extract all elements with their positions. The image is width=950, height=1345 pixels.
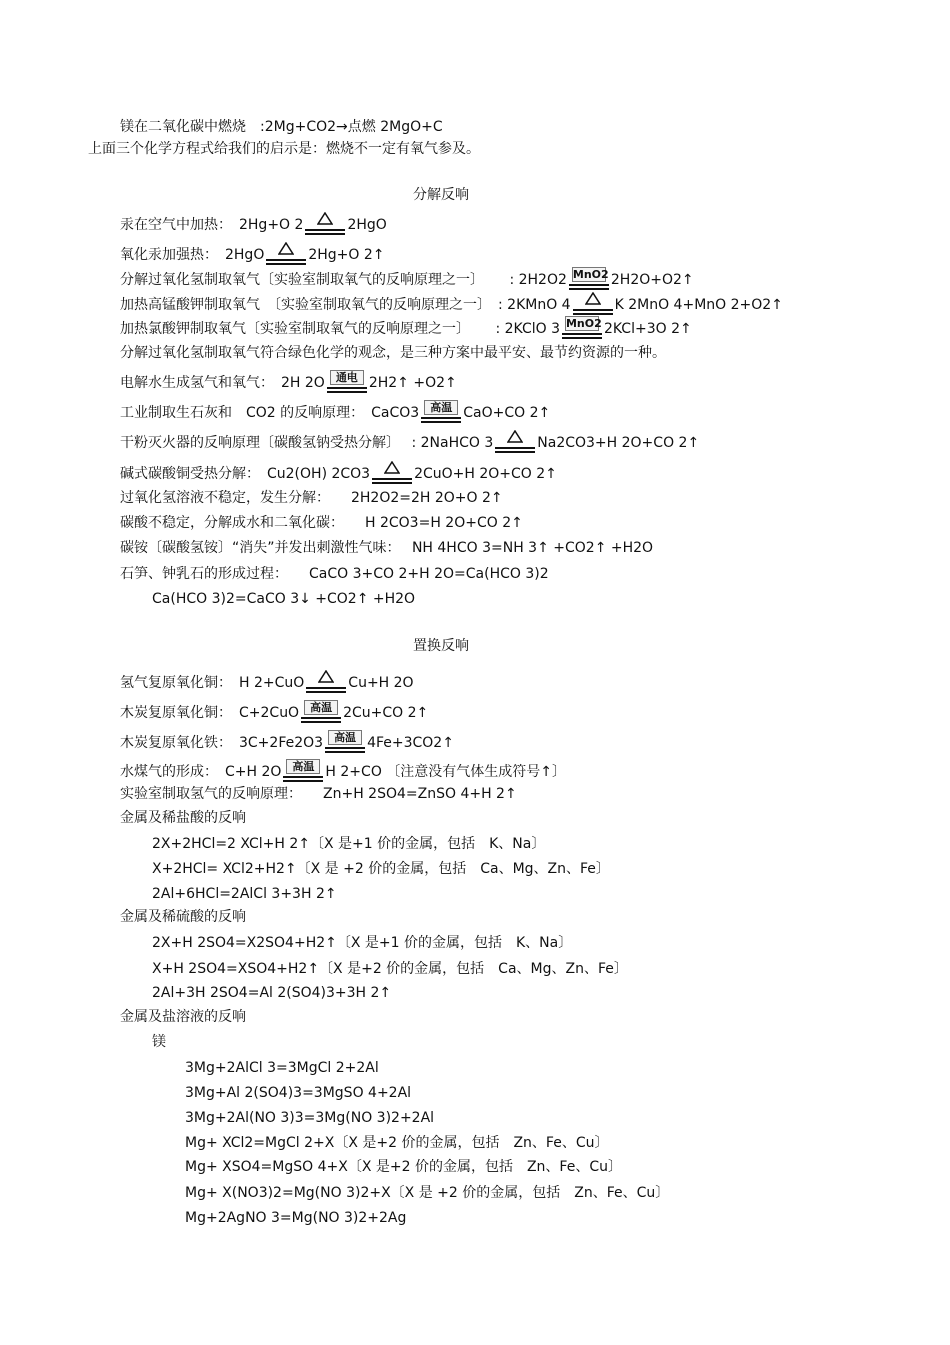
equation-stalagmite-2: Ca(HCO 3)2=CaCO 3↓ +CO2↑ +H2O [152,591,416,607]
high-temp-label: 高温 [328,730,362,745]
equation-mg-xcl2: Mg+ XCl2=MgCl 2+X〔X 是+2 价的金属，包括 Zn、Fe、Cu〕 [185,1135,609,1151]
high-temp-condition [301,700,341,726]
heat-condition-icon [495,430,535,456]
catalyst-condition [569,267,609,293]
high-temp-condition [325,730,365,756]
equation-metal-h2so4-3: 2Al+3H 2SO4=Al 2(SO4)3+3H 2↑ [152,985,392,1001]
section-heading-decomposition: 分解反响 [413,187,469,203]
equation-hgo-heat: 氧化汞加强热： 2HgO 2Hg+O 2↑ [120,242,385,268]
subheading-metal-salt: 金属及盐溶液的反响 [120,1009,246,1025]
equation-lab-hydrogen: 实验室制取氢气的反响原理： Zn+H 2SO4=ZnSO 4+H 2↑ [120,786,517,802]
equation-cu2oh2co3-heat: 碱式碳酸铜受热分解： Cu2(OH) 2CO3 2CuO+H 2O+CO 2↑ [120,461,557,487]
equation-water-electrolysis: 电解水生成氢气和氧气： 2H 2O 通电 2H2↑ +O2↑ [120,370,457,396]
equation-mg-alcl3: 3Mg+2AlCl 3=3MgCl 2+2Al [185,1060,379,1076]
equation-mg-co2: 镁在二氧化碳中燃烧 :2Mg+CO2→点燃 2MgO+C [120,119,443,135]
equation-mg-xno32: Mg+ X(NO3)2=Mg(NO 3)2+X〔X 是 +2 价的金属，包括 Zn、Fe、Cu〕 [185,1185,670,1201]
catalyst-label: MnO2 [572,268,609,281]
equation-kclo3-heat: 加热氯酸钾制取氧气〔实验室制取氧气的反响原理之一〕 : 2KClO 3 MnO2 2KCl+3O 2↑ [120,316,692,342]
equation-mg-al2so43: 3Mg+Al 2(SO4)3=3MgSO 4+2Al [185,1085,412,1101]
equation-metal-hcl-3: 2Al+6HCl=2AlCl 3+3H 2↑ [152,886,337,902]
equation-h2co3-unstable: 碳酸不稳定，分解成水和二氧化碳： H 2CO3=H 2O+CO 2↑ [120,515,523,531]
equation-caco3-high-temp: 工业制取生石灰和 CO2 的反响原理： CaCO3 高温 CaO+CO 2↑ [120,400,550,426]
equation-hg-heat: 汞在空气中加热： 2Hg+O 2 2HgO [120,212,387,238]
equation-h2o2-unstable: 过氧化氢溶液不稳定，发生分解： 2H2O2=2H 2O+O 2↑ [120,490,503,506]
heat-condition-icon [306,670,346,696]
equation-water-gas: 水煤气的形成： C+H 2O 高温 H 2+CO 〔注意没有气体生成符号↑〕 [120,759,566,785]
equation-mg-alno33: 3Mg+2Al(NO 3)3=3Mg(NO 3)2+2Al [185,1110,435,1126]
heat-condition-icon [266,242,306,268]
equation-metal-h2so4-2: X+H 2SO4=XSO4+H2↑〔X 是+2 价的金属，包括 Ca、Mg、Zn、Fe〕 [152,961,628,977]
equation-kmno4-heat: 加热高锰酸钾制取氧气 〔实验室制取氧气的反响原理之一〕 : 2KMnO 4 K 2MnO 4+MnO 2+O2↑ [120,292,783,318]
equation-metal-h2so4-1: 2X+H 2SO4=X2SO4+H2↑〔X 是+1 价的金属，包括 K、Na〕 [152,935,573,951]
combustion-insight: 上面三个化学方程式给我们的启示是：燃烧不一定有氧气参及。 [88,141,480,157]
equation-h2-cuo: 氢气复原氧化铜： H 2+CuO Cu+H 2O [120,670,414,696]
catalyst-condition [562,316,602,342]
high-temp-label: 高温 [304,700,338,715]
heat-condition-icon [305,212,345,238]
section-heading-displacement: 置换反响 [413,638,469,654]
catalyst-label: MnO2 [565,317,602,330]
electrolysis-label: 通电 [330,370,364,385]
equation-c-cuo: 木炭复原氧化铜： C+2CuO 高温 2Cu+CO 2↑ [120,700,428,726]
green-chemistry-note: 分解过氧化氢制取氧气符合绿色化学的观念，是三种方案中最平安、最节约资源的一种。 [120,345,666,361]
heat-condition-icon [372,461,412,487]
electrolysis-condition [327,370,367,396]
high-temp-condition [283,759,323,785]
high-temp-label: 高温 [424,400,458,415]
equation-mg-agno3: Mg+2AgNO 3=Mg(NO 3)2+2Ag [185,1210,407,1226]
subheading-metal-h2so4: 金属及稀硫酸的反响 [120,909,246,925]
subheading-metal-hcl: 金属及稀盐酸的反响 [120,810,246,826]
high-temp-condition [421,400,461,426]
equation-mg-xso4: Mg+ XSO4=MgSO 4+X〔X 是+2 价的金属，包括 Zn、Fe、Cu〕 [185,1159,622,1175]
equation-stalagmite-1: 石笋、钟乳石的形成过程： CaCO 3+CO 2+H 2O=Ca(HCO 3)2 [120,566,549,582]
equation-metal-hcl-2: X+2HCl= XCl2+H2↑〔X 是 +2 价的金属，包括 Ca、Mg、Zn、Fe〕 [152,861,610,877]
subheading-magnesium: 镁 [152,1034,166,1050]
equation-h2o2-decomposition: 分解过氧化氢制取氧气〔实验室制取氧气的反响原理之一〕 : 2H2O2 MnO2 2H2O+O2↑ [120,267,694,293]
equation-nahco3-heat: 干粉灭火器的反响原理〔碳酸氢钠受热分解〕 : 2NaHCO 3 Na2CO3+H 2O+CO 2↑ [120,430,699,456]
equation-metal-hcl-1: 2X+2HCl=2 XCl+H 2↑〔X 是+1 价的金属，包括 K、Na〕 [152,836,546,852]
high-temp-label: 高温 [286,759,320,774]
heat-condition-icon [573,292,613,318]
equation-nh4hco3: 碳铵〔碳酸氢铵〕“消失”并发出刺激性气味： NH 4HCO 3=NH 3↑ +CO2↑ +H2O [120,540,654,556]
equation-c-fe2o3: 木炭复原氧化铁： 3C+2Fe2O3 高温 4Fe+3CO2↑ [120,730,454,756]
